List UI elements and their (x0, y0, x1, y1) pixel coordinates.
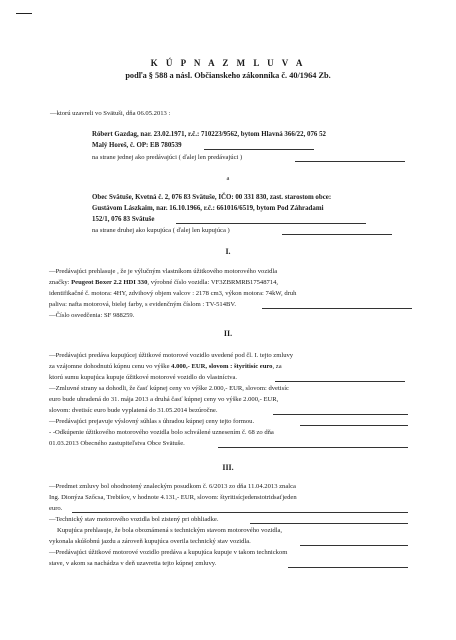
section-2-line: 01.03.2013 Obecného zastupiteľstva Obce Svätuše. (49, 440, 185, 447)
seller-line-1: Róbert Gazdag, nar. 23.02.1971, r.č.: 710223/9562, bytom Hlavná 366/22, 076 52 (92, 131, 326, 138)
section-3-line: vykonala skúšobnú jazdu a zároveň kupujúca overila technický stav vozidla. (49, 538, 251, 545)
fill-line (300, 425, 408, 426)
section-2-line: —Zmluvné strany sa dohodli, že časť kúpnej ceny vo výške 2.000,- EUR, slovom: dvetisíc (49, 385, 289, 392)
fill-line (273, 414, 408, 415)
section-1-line: značky: Peugeot Boxer 2.2 HDI 330, výrobné číslo vozidla: VF3ZBRMRB17548714, (49, 279, 279, 286)
corner-dash-mark (16, 13, 32, 14)
section-3-line: Kupujúca prehlasuje, že bola oboznámená s technickým stavom motorového vozidla, (57, 527, 283, 534)
section-3-heading: III. (222, 463, 234, 472)
fill-line (250, 523, 408, 524)
contract-title: K Ú P N A Z M L U V A (150, 58, 306, 68)
section-3-line: stave, v akom sa nachádza v deň uzavretia tejto kúpnej zmluvy. (49, 560, 217, 567)
buyer-line-2: Gustávom Lászkaim, nar. 16.10.1966, r.č.: 661016/6519, bytom Pod Záhradami (92, 205, 324, 212)
fill-line (176, 223, 366, 224)
section-3-line: —Technický stav motorového vozidla bol zistený pri obhliadke. (49, 516, 219, 523)
section-2-line: —Predávajúci predáva kupujúcej úžitkové motorové vozidlo uvedené pod čl. I. tejto zmluvy (49, 352, 294, 359)
seller-role: na strane jednej ako predávajúci ( ďalej len predávajúci ) (92, 154, 243, 161)
contract-subtitle: podľa § 588 a násl. Občianskeho zákonníka č. 40/1964 Zb. (125, 71, 331, 80)
section-2-line: ktorú sumu kupujúca kupuje úžitkové motorové vozidlo do vlastníctva. (49, 374, 238, 381)
section-3-line: euro. (49, 505, 63, 512)
section-2-line: —Predávajúci prejavuje výslovný súhlas s úhradou kúpnej ceny tejto formou. (49, 418, 255, 425)
fill-line (72, 512, 408, 513)
fill-line (300, 545, 408, 546)
seller-line-2: Malý Horeš, č. OP: EB 780539 (92, 142, 182, 149)
fill-line (282, 234, 392, 235)
fill-line (218, 447, 408, 448)
section-2-heading: II. (223, 329, 233, 338)
section-3-line: Ing. Dionýza Szőcsa, Trebišov, v hodnote 4.131,- EUR, slovom: štyritisícjedenstotridsaťjeden (49, 494, 297, 501)
fill-line (275, 381, 405, 382)
section-2-line: euro bude uhradená do 31. mája 2013 a druhá časť kúpnej ceny vo výške 2.000,- EUR, (49, 396, 279, 403)
section-3-line: —Predmet zmluvy bol ohodnotený znaleckým posudkom č. 6/2013 zo dňa 11.04.2013 znalca (49, 483, 296, 490)
section-2-line: - -Odkúpenie úžitkového motorového vozidla bolo schválené uznesením č. 68 zo dňa (49, 429, 274, 436)
buyer-line-1: Obec Svätuše, Kvetná č. 2, 076 83 Svätuše, IČO: 00 331 830, zast. starostom obce: (92, 194, 332, 201)
fill-line (295, 161, 405, 162)
section-2-line: za vzájomne dohodnutú kúpnu cenu vo výške 4.000,- EUR, slovom : štyritisíc euro, za (49, 363, 282, 370)
buyer-role: na strane druhej ako kupujúca ( ďalej len kupujúca ) (92, 227, 230, 234)
fill-line (204, 149, 314, 150)
connector-a: a (226, 175, 230, 182)
section-1-line: paliva: nafta motorová, bielej farby, s evidenčným číslom : TV-514BV. (49, 301, 236, 308)
vehicle-brand: Peugeot Boxer 2.2 HDI 330 (71, 279, 148, 286)
section-1-line: —Číslo osvedčenia: SF 988259. (49, 312, 135, 319)
fill-line (262, 308, 412, 309)
section-3-line: —Predávajúci úžitkové motorové vozidlo predáva a kupujúca kupuje v takom technickom (49, 549, 288, 556)
section-1-heading: I. (225, 247, 231, 256)
section-2-line: slovom: dvetisíc euro bude vyplatená do 31.05.2014 bezúročne. (49, 407, 218, 414)
price-amount: 4.000,- EUR, slovom : štyritisíc euro (171, 363, 273, 370)
section-1-line: identifikačné č. motora: 4HY, zdvihový objem valcov : 2178 cm3, výkon motora: 74kW, druh (49, 290, 297, 297)
section-1-line: —Predávajúci prehlasuje , že je výlučným vlastníkom úžitkového motorového vozidla (49, 268, 278, 275)
fill-line (288, 567, 408, 568)
intro-line: —ktorú uzavreli vo Svätuši, dňa 06.05.2013 : (50, 110, 171, 117)
buyer-line-3: 152/1, 076 83 Svätuše (92, 216, 155, 223)
